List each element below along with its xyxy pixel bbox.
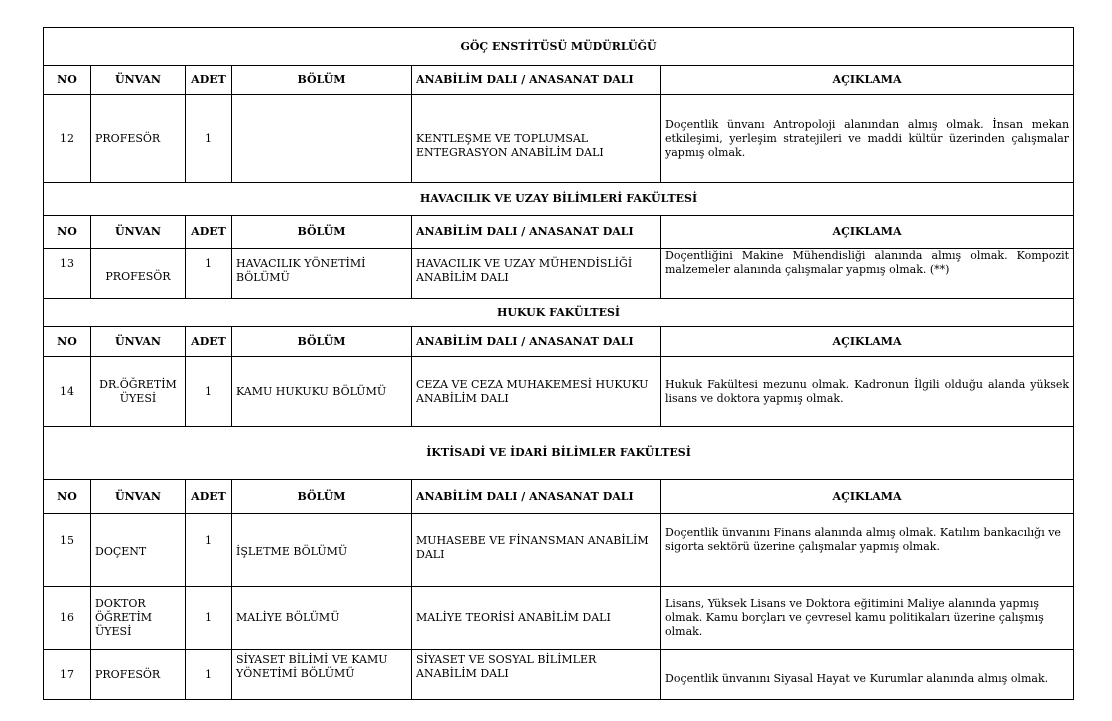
- section-title-row: [44, 28, 1074, 66]
- header-no: NO: [44, 327, 91, 357]
- header-row: [44, 66, 1074, 95]
- row-unvan: PROFESÖR: [91, 95, 186, 183]
- row-bolum: MALİYE BÖLÜMÜ: [232, 587, 412, 650]
- row-adet: 1: [186, 95, 232, 183]
- row-aciklama: Doçentlik ünvanını Finans alanında almış olmak. Katılım bankacılığı ve sigorta sektörü üzerine çalışmalar yapmış olmak.: [661, 514, 1074, 587]
- row-no: 15: [44, 514, 91, 587]
- header-row: [44, 216, 1074, 249]
- row-bolum: İŞLETME BÖLÜMÜ: [232, 514, 412, 587]
- header-aciklama: AÇIKLAMA: [661, 66, 1074, 95]
- header-no: NO: [44, 66, 91, 95]
- section-title-row: [44, 427, 1074, 480]
- row-anabilim: CEZA VE CEZA MUHAKEMESİ HUKUKU ANABİLİM DALI: [412, 357, 661, 427]
- row-adet: 1: [186, 514, 232, 587]
- section-title: HAVACILIK VE UZAY BİLİMLERİ FAKÜLTESİ: [44, 183, 1074, 216]
- header-row: [44, 327, 1074, 357]
- row-anabilim: KENTLEŞME VE TOPLUMSAL ENTEGRASYON ANABİLİM DALI: [412, 95, 661, 183]
- row-bolum: SİYASET BİLİMİ VE KAMU YÖNETİMİ BÖLÜMÜ: [232, 650, 412, 700]
- header-bolum: BÖLÜM: [232, 480, 412, 514]
- header-bolum: BÖLÜM: [232, 216, 412, 249]
- row-unvan: DOKTOR ÖĞRETİM ÜYESİ: [91, 587, 186, 650]
- header-unvan: ÜNVAN: [91, 480, 186, 514]
- header-aciklama: AÇIKLAMA: [661, 480, 1074, 514]
- section-title-row: [44, 299, 1074, 327]
- row-aciklama: Doçentliğini Makine Mühendisliği alanında almış olmak. Kompozit malzemeler alanında çalışmalar yapmış olmak. (**): [661, 249, 1074, 299]
- row-unvan: PROFESÖR: [91, 249, 186, 299]
- row-aciklama: Lisans, Yüksek Lisans ve Doktora eğitimini Maliye alanında yapmış olmak. Kamu borçları ve çevresel kamu politikaları üzerine çalışmış olmak.: [661, 587, 1074, 650]
- row-aciklama: Doçentlik ünvanını Siyasal Hayat ve Kurumlar alanında almış olmak.: [661, 650, 1074, 700]
- header-anabilim: ANABİLİM DALI / ANASANAT DALI: [412, 66, 661, 95]
- table-row: [44, 95, 1074, 183]
- header-bolum: BÖLÜM: [232, 66, 412, 95]
- header-adet: ADET: [186, 480, 232, 514]
- row-adet: 1: [186, 357, 232, 427]
- header-aciklama: AÇIKLAMA: [661, 216, 1074, 249]
- header-anabilim: ANABİLİM DALI / ANASANAT DALI: [412, 327, 661, 357]
- header-no: NO: [44, 480, 91, 514]
- row-adet: 1: [186, 587, 232, 650]
- row-aciklama: Hukuk Fakültesi mezunu olmak. Kadronun İlgili olduğu alanda yüksek lisans ve doktora yapmış olmak.: [661, 357, 1074, 427]
- row-anabilim: SİYASET VE SOSYAL BİLİMLER ANABİLİM DALI: [412, 650, 661, 700]
- header-unvan: ÜNVAN: [91, 66, 186, 95]
- row-unvan: DR.ÖĞRETİM ÜYESİ: [91, 357, 186, 427]
- faculty-positions-table: [43, 27, 1074, 700]
- table-row: [44, 514, 1074, 587]
- header-anabilim: ANABİLİM DALI / ANASANAT DALI: [412, 480, 661, 514]
- row-unvan: DOÇENT: [91, 514, 186, 587]
- row-anabilim: MALİYE TEORİSİ ANABİLİM DALI: [412, 587, 661, 650]
- row-unvan: PROFESÖR: [91, 650, 186, 700]
- section-title: GÖÇ ENSTİTÜSÜ MÜDÜRLÜĞÜ: [44, 28, 1074, 66]
- section-title: HUKUK FAKÜLTESİ: [44, 299, 1074, 327]
- header-anabilim: ANABİLİM DALI / ANASANAT DALI: [412, 216, 661, 249]
- row-bolum: HAVACILIK YÖNETİMİ BÖLÜMÜ: [232, 249, 412, 299]
- header-row: [44, 480, 1074, 514]
- header-adet: ADET: [186, 66, 232, 95]
- table-row: [44, 249, 1074, 299]
- row-no: 14: [44, 357, 91, 427]
- row-adet: 1: [186, 650, 232, 700]
- row-no: 17: [44, 650, 91, 700]
- row-anabilim: HAVACILIK VE UZAY MÜHENDİSLİĞİ ANABİLİM DALI: [412, 249, 661, 299]
- section-title: İKTİSADİ VE İDARİ BİLİMLER FAKÜLTESİ: [44, 427, 1074, 480]
- table-row: [44, 357, 1074, 427]
- header-adet: ADET: [186, 216, 232, 249]
- row-no: 13: [44, 249, 91, 299]
- row-bolum: KAMU HUKUKU BÖLÜMÜ: [232, 357, 412, 427]
- header-unvan: ÜNVAN: [91, 216, 186, 249]
- header-aciklama: AÇIKLAMA: [661, 327, 1074, 357]
- header-no: NO: [44, 216, 91, 249]
- section-title-row: [44, 183, 1074, 216]
- row-bolum: [232, 95, 412, 183]
- row-adet: 1: [186, 249, 232, 299]
- table-row: [44, 587, 1074, 650]
- header-bolum: BÖLÜM: [232, 327, 412, 357]
- row-anabilim: MUHASEBE VE FİNANSMAN ANABİLİM DALI: [412, 514, 661, 587]
- header-adet: ADET: [186, 327, 232, 357]
- header-unvan: ÜNVAN: [91, 327, 186, 357]
- table-row: [44, 650, 1074, 700]
- row-no: 12: [44, 95, 91, 183]
- row-aciklama: Doçentlik ünvanı Antropoloji alanından almış olmak. İnsan mekan etkileşimi, yerleşim stratejileri ve maddi kültür üzerinden çalışmalar yapmış olmak.: [661, 95, 1074, 183]
- row-no: 16: [44, 587, 91, 650]
